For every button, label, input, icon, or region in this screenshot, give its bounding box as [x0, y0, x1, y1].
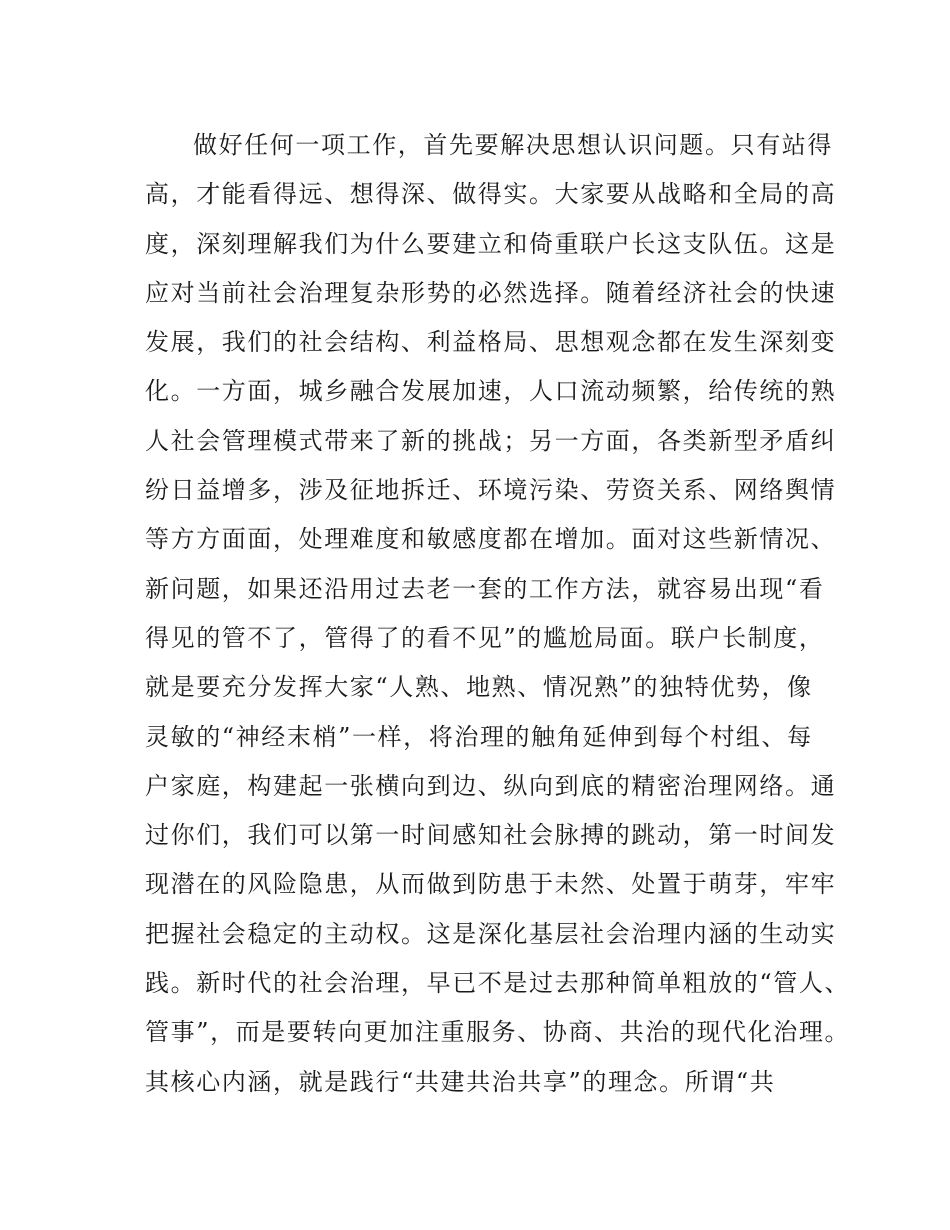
paragraph-line: 等方方面面，处理难度和敏感度都在增加。面对这些新情况、 — [145, 525, 837, 554]
paragraph-line: 把握社会稳定的主动权。这是深化基层社会治理内涵的生动实 — [145, 919, 837, 948]
paragraph-line: 应对当前社会治理复杂形势的必然选择。随着经济社会的快速 — [145, 278, 837, 307]
paragraph-line: 得见的管不了，管得了的看不见”的尴尬局面。联户长制度， — [145, 623, 825, 652]
paragraph-line: 现潜在的风险隐患，从而做到防患于未然、处置于萌芽，牢牢 — [145, 870, 837, 899]
paragraph-line: 度，深刻理解我们为什么要建立和倚重联户长这支队伍。这是 — [145, 229, 837, 258]
body-paragraph — [145, 121, 851, 1107]
paragraph-line: 纷日益增多，涉及征地拆迁、环境污染、劳资关系、网络舆情 — [145, 476, 837, 505]
paragraph-line: 户家庭，构建起一张横向到边、纵向到底的精密治理网络。通 — [145, 771, 837, 800]
paragraph-line: 高，才能看得远、想得深、做得实。大家要从战略和全局的高 — [145, 180, 837, 209]
paragraph-line: 灵敏的“神经末梢”一样，将治理的触角延伸到每个村组、每 — [145, 722, 813, 751]
paragraph-line: 管事”，而是要转向更加注重服务、协商、共治的现代化治理。 — [145, 1018, 851, 1047]
paragraph-line: 践。新时代的社会治理，早已不是过去那种简单粗放的“管人、 — [145, 969, 851, 998]
paragraph-line: 过你们，我们可以第一时间感知社会脉搏的跳动，第一时间发 — [145, 821, 837, 850]
paragraph-line: 就是要充分发挥大家“人熟、地熟、情况熟”的独特优势，像 — [145, 673, 813, 702]
paragraph-line: 其核心内涵，就是践行“共建共治共享”的理念。所谓“共 — [145, 1067, 776, 1096]
paragraph-line: 化。一方面，城乡融合发展加速，人口流动频繁，给传统的熟 — [145, 377, 837, 406]
paragraph-line: 发展，我们的社会结构、利益格局、思想观念都在发生深刻变 — [145, 328, 837, 357]
paragraph-line: 人社会管理模式带来了新的挑战；另一方面，各类新型矛盾纠 — [145, 426, 837, 455]
paragraph-line: 做好任何一项工作，首先要解决思想认识问题。只有站得 — [193, 131, 833, 159]
paragraph-line: 新问题，如果还沿用过去老一套的工作方法，就容易出现“看 — [145, 574, 825, 603]
